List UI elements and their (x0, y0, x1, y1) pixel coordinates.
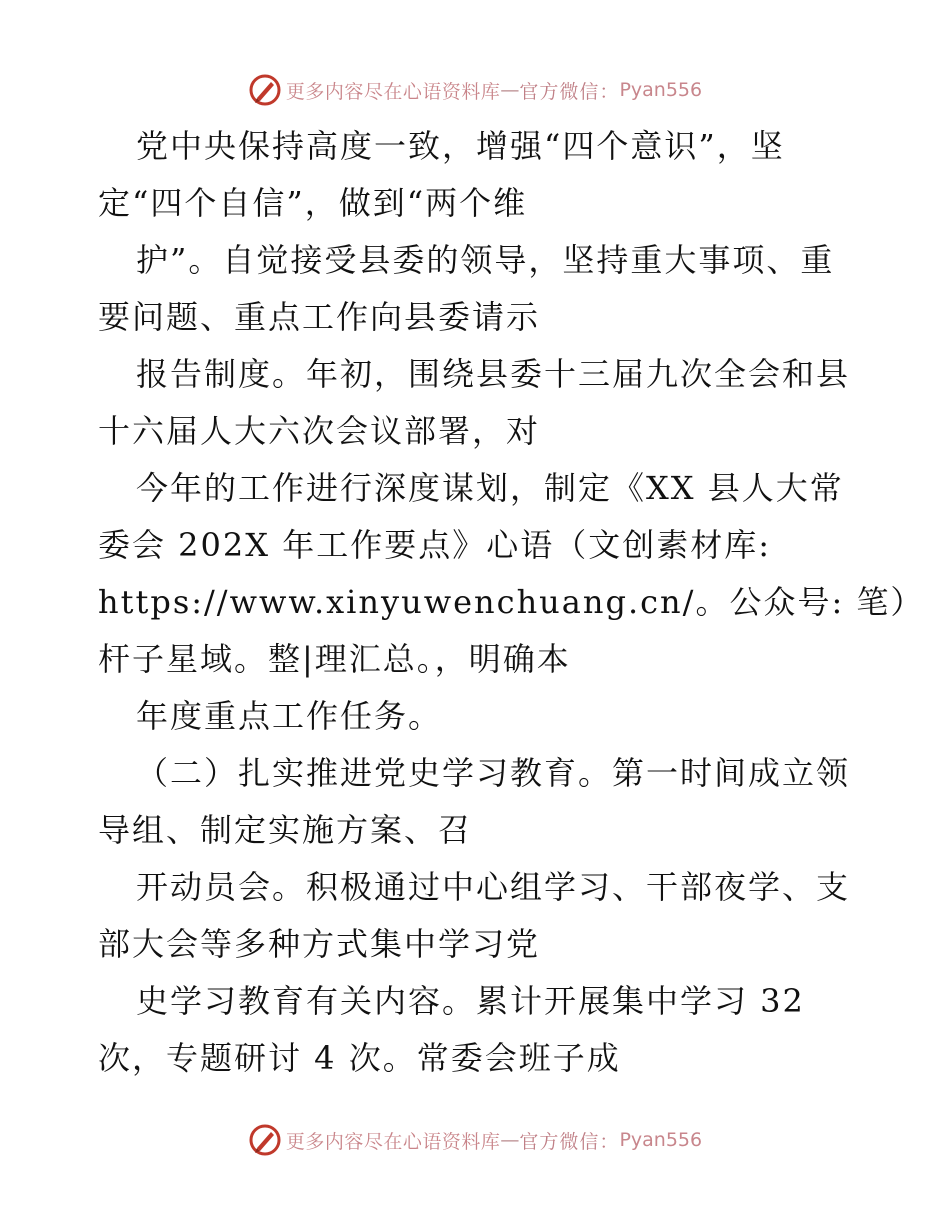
body-line: 年度重点工作任务。 (136, 697, 443, 735)
body-line: 史学习教育有关内容。累计开展集中学习 32 (136, 982, 805, 1020)
body-line: 要问题、重点工作向县委请示 (98, 298, 541, 336)
header-dash: — (500, 79, 520, 101)
body-line: 次，专题研讨 4 次。常委会班子成 (98, 1039, 621, 1077)
pen-logo-icon (248, 73, 282, 107)
footer-wechat-id: Pyan556 (619, 1129, 703, 1151)
footer-label: 官方微信： (519, 1130, 620, 1153)
body-line: （二）扎实推进党史学习教育。第一时间成立领 (136, 754, 851, 792)
footer-text: 更多内容尽在心语资料库 (285, 1130, 501, 1153)
body-line: 导组、制定实施方案、召 (98, 811, 473, 849)
header-wechat-id: Pyan556 (619, 79, 703, 101)
body-line: 护”。自觉接受县委的领导，坚持重大事项、重 (136, 241, 835, 279)
body-line: https://www.xinyuwenchuang.cn/。公众号: 笔） (98, 583, 925, 621)
body-line: 杆子星域。整|理汇总。，明确本 (98, 640, 571, 678)
body-line: 定“四个自信”，做到“两个维 (98, 184, 528, 222)
header-label: 官方微信： (519, 80, 620, 103)
body-line: 今年的工作进行深度谋划，制定《XX 县人大常 (136, 469, 844, 507)
footer-banner (0, 1120, 950, 1160)
header-text: 更多内容尽在心语资料库 (285, 80, 501, 103)
document-body (98, 118, 925, 1087)
pen-logo-icon (248, 1123, 282, 1157)
header-banner (0, 70, 950, 110)
body-line: 报告制度。年初，围绕县委十三届九次全会和县 (136, 355, 851, 393)
body-line: 委会 202X 年工作要点》心语（文创素材库: (98, 526, 771, 564)
body-line: 开动员会。积极通过中心组学习、干部夜学、支 (136, 868, 851, 906)
body-line: 部大会等多种方式集中学习党 (98, 925, 541, 963)
body-line: 党中央保持高度一致，增强“四个意识”，坚 (136, 127, 785, 165)
footer-dash: — (500, 1129, 520, 1151)
body-line: 十六届人大六次会议部署，对 (98, 412, 541, 450)
